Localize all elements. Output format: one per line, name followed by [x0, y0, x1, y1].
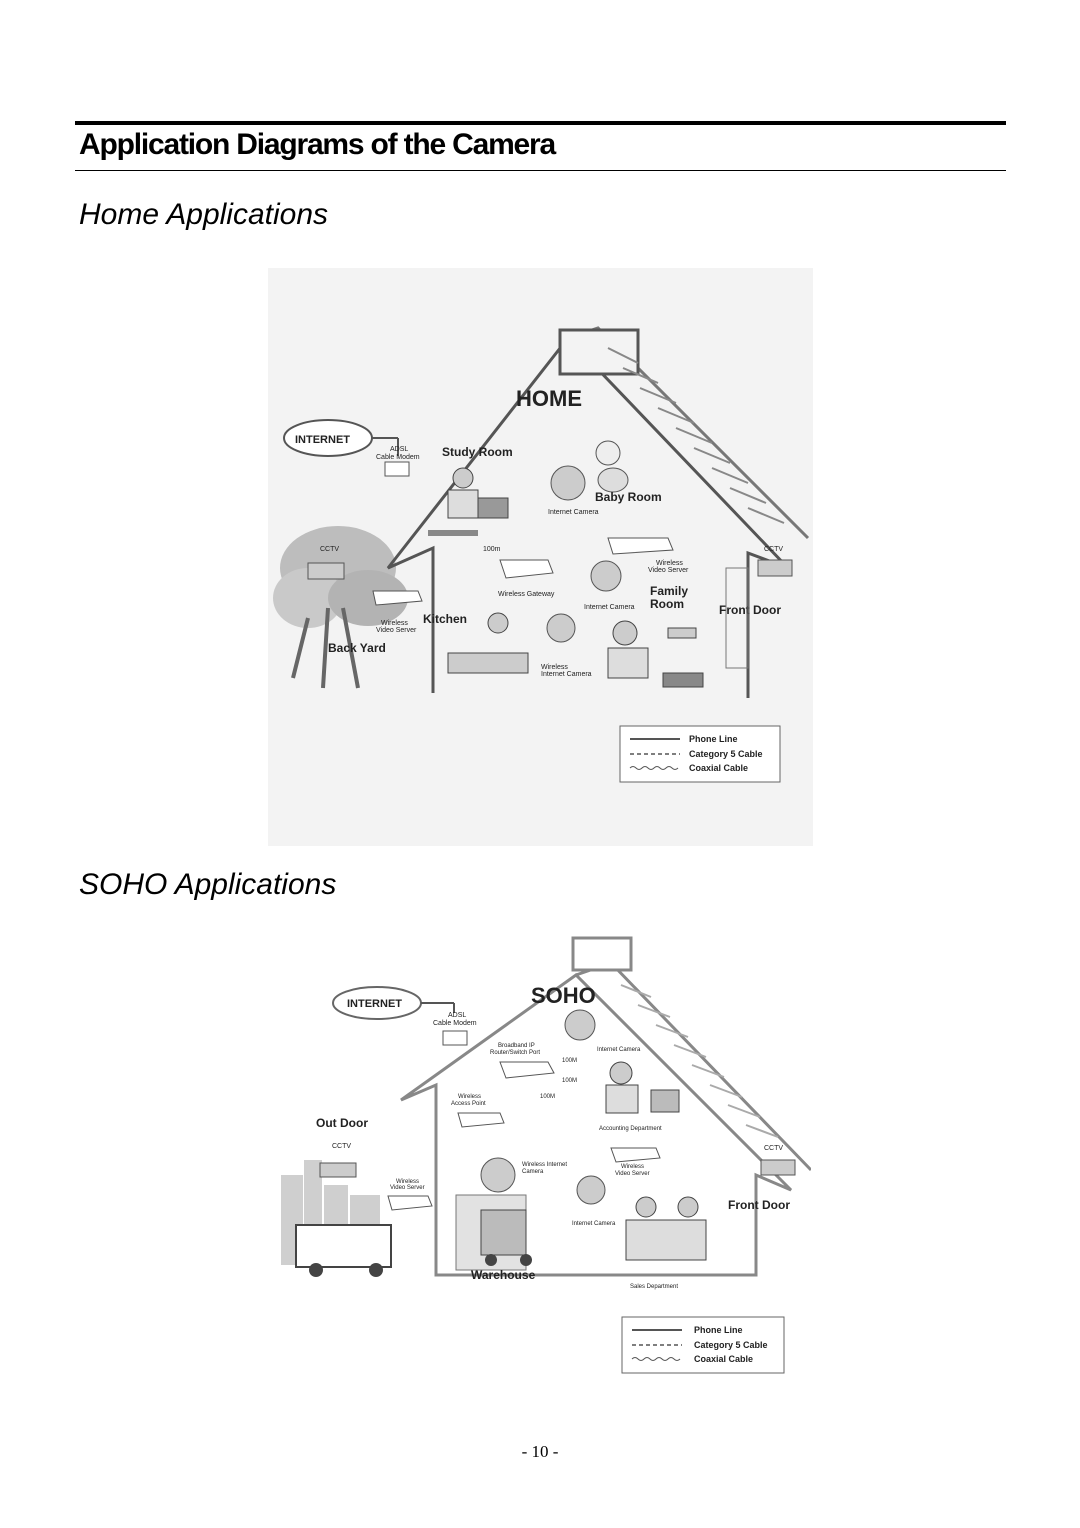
cable-modem-icon	[385, 462, 409, 476]
svg-text:CCTV: CCTV	[764, 1145, 784, 1152]
internet-cloud-icon	[333, 987, 421, 1019]
svg-text:Wireless: Wireless	[541, 664, 568, 671]
svg-text:Router/Switch Port: Router/Switch Port	[490, 1050, 541, 1056]
svg-text:INTERNET: INTERNET	[295, 434, 350, 446]
cctv-left-icon	[320, 1163, 356, 1177]
svg-text:Coaxial Cable: Coaxial Cable	[689, 763, 749, 773]
svg-text:CCTV: CCTV	[332, 1143, 352, 1150]
svg-text:Front Door: Front Door	[728, 1198, 790, 1212]
svg-text:Wireless Gateway: Wireless Gateway	[498, 591, 555, 598]
svg-text:ADSL: ADSL	[390, 446, 409, 453]
svg-text:Internet Camera: Internet Camera	[541, 671, 592, 678]
svg-text:CCTV: CCTV	[320, 546, 340, 553]
svg-text:Out Door: Out Door	[316, 1116, 368, 1130]
svg-text:Internet Camera: Internet Camera	[584, 604, 635, 611]
soho-legend	[622, 1317, 784, 1373]
svg-text:Wireless: Wireless	[656, 560, 683, 567]
wireless-camera-icon	[481, 1158, 515, 1192]
internet-cloud-icon	[284, 420, 372, 456]
svg-text:Coaxial Cable: Coaxial Cable	[694, 1354, 754, 1364]
svg-text:Study Room: Study Room	[442, 445, 513, 459]
svg-text:Cable Modem: Cable Modem	[433, 1020, 477, 1027]
svg-text:Category 5 Cable: Category 5 Cable	[689, 749, 763, 759]
svg-text:HOME: HOME	[516, 386, 582, 411]
svg-text:Internet Camera: Internet Camera	[597, 1047, 641, 1053]
svg-text:Video Server: Video Server	[390, 1185, 425, 1191]
svg-text:SOHO: SOHO	[531, 983, 596, 1008]
svg-text:Internet Camera: Internet Camera	[548, 509, 599, 516]
home-legend	[620, 726, 780, 782]
camera-top-icon	[565, 1010, 595, 1040]
soho-section-heading: SOHO Applications	[79, 868, 337, 901]
cctv-right-icon	[761, 1160, 795, 1175]
svg-text:Sales Department: Sales Department	[630, 1284, 679, 1290]
svg-text:Baby Room: Baby Room	[595, 490, 662, 504]
svg-text:Broadband IP: Broadband IP	[498, 1043, 535, 1049]
svg-text:Category 5 Cable: Category 5 Cable	[694, 1340, 768, 1350]
svg-text:Front Door: Front Door	[719, 603, 781, 617]
svg-text:Warehouse: Warehouse	[471, 1268, 536, 1282]
svg-text:100M: 100M	[562, 1078, 578, 1084]
svg-text:100m: 100m	[483, 546, 501, 553]
home-diagram	[268, 268, 813, 846]
svg-text:Wireless: Wireless	[621, 1164, 645, 1170]
family-camera-icon	[591, 561, 621, 591]
svg-text:Cable Modem: Cable Modem	[376, 454, 420, 461]
svg-text:Access Point: Access Point	[451, 1101, 486, 1107]
svg-text:100M: 100M	[540, 1094, 556, 1100]
svg-text:INTERNET: INTERNET	[347, 998, 402, 1010]
svg-text:Phone Line: Phone Line	[694, 1325, 743, 1335]
header-bottom-rule	[75, 170, 1006, 171]
svg-text:Wireless Internet: Wireless Internet	[522, 1162, 568, 1168]
svg-text:Kitchen: Kitchen	[423, 612, 468, 626]
svg-text:Room: Room	[650, 597, 684, 611]
svg-text:Internet Camera: Internet Camera	[572, 1221, 616, 1227]
svg-text:Wireless: Wireless	[458, 1094, 482, 1100]
home-section-heading: Home Applications	[79, 198, 329, 231]
warehouse-illustration	[456, 1195, 532, 1270]
svg-text:Back Yard: Back Yard	[328, 641, 386, 655]
svg-text:Family: Family	[650, 584, 689, 598]
header-top-rule	[75, 121, 1006, 125]
wireless-camera-icon	[547, 614, 575, 642]
cable-modem-icon	[443, 1031, 467, 1045]
svg-text:Camera: Camera	[522, 1169, 544, 1175]
svg-text:Video Server: Video Server	[615, 1171, 650, 1177]
svg-text:Video Server: Video Server	[376, 627, 417, 634]
svg-text:CCTV: CCTV	[764, 546, 784, 553]
soho-diagram	[276, 935, 811, 1375]
page-title: Application Diagrams of the Camera	[79, 128, 555, 161]
cctv-right-icon	[758, 560, 792, 576]
page-number: - 10 -	[521, 1442, 559, 1461]
svg-text:Wireless: Wireless	[381, 620, 408, 627]
camera-bottom-icon	[577, 1176, 605, 1204]
svg-text:Video Server: Video Server	[648, 567, 689, 574]
cctv-left-icon	[308, 563, 344, 579]
svg-text:Accounting Department: Accounting Department	[599, 1126, 662, 1132]
svg-text:Wireless: Wireless	[396, 1179, 420, 1185]
svg-text:Phone Line: Phone Line	[689, 734, 738, 744]
svg-text:100M: 100M	[562, 1058, 578, 1064]
svg-text:ADSL: ADSL	[448, 1012, 467, 1019]
